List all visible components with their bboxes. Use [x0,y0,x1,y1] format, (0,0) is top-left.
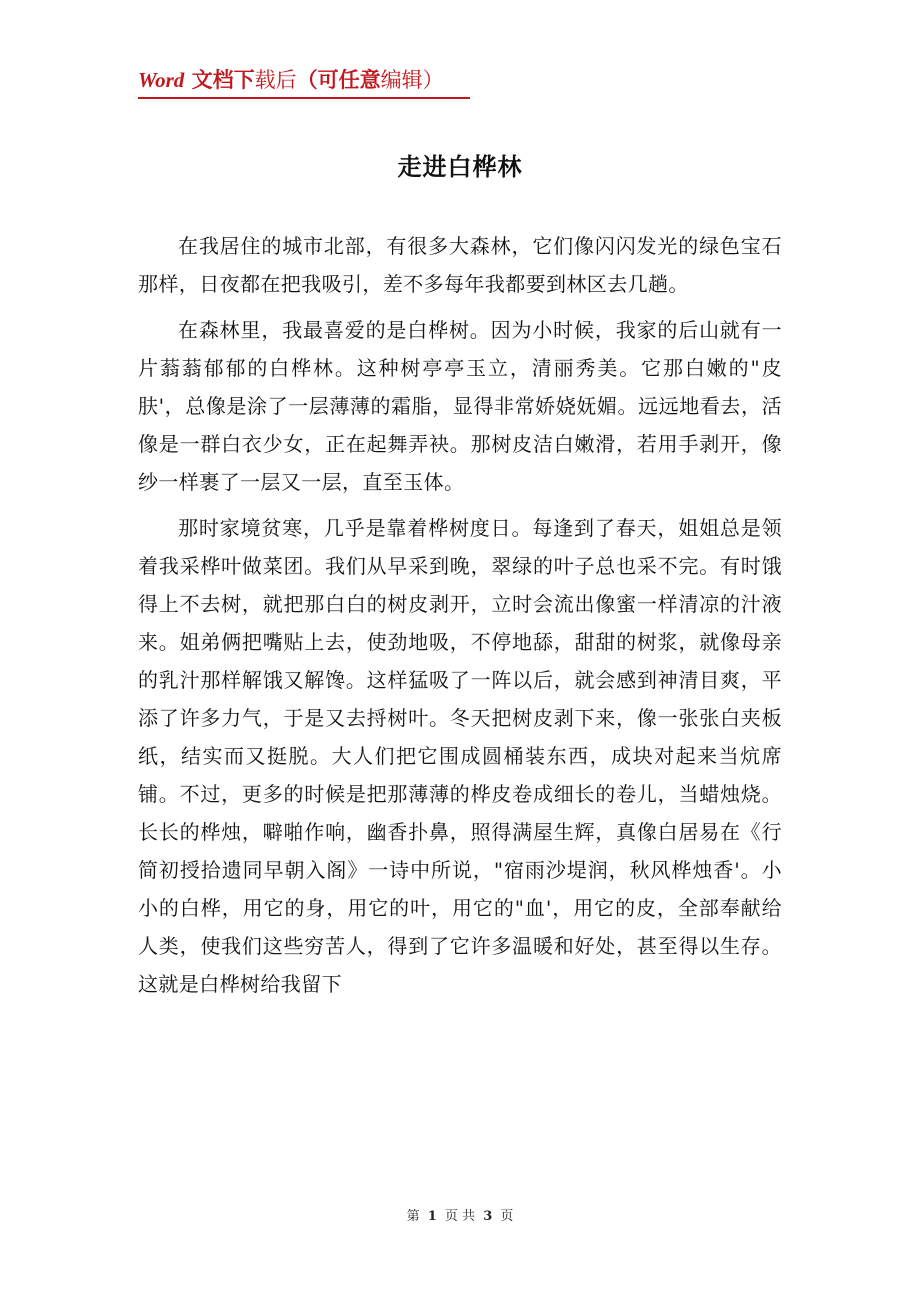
footer-mid: 页 共 [444,1209,476,1224]
download-banner [138,66,470,99]
banner-text-end: 编辑） [380,68,444,92]
article-body [138,227,782,1003]
banner-text-main: 文档下 [184,67,255,92]
page-footer [0,1208,920,1226]
paragraph: 在森林里，我最喜爱的是白桦树。因为小时候，我家的后山就有一片蓊蓊郁郁的白桦林。这种树亭亭玉立，清丽秀美。它那白嫩的"皮肤'，总像是涂了一层薄薄的霜脂，显得非常娇娆妩媚。远远地看去，活像是一群白衣少女，正在起舞弄袂。那树皮洁白嫩滑，若用手剥开，像纱一样裹了一层又一层，直至玉体。 [138,318,782,494]
page-number: 1 [427,1209,437,1224]
paragraph: 在我居住的城市北部，有很多大森林，它们像闪闪发光的绿色宝石那样，日夜都在把我吸引，差不多每年我都要到林区去几趟。 [138,234,782,296]
page-total: 3 [483,1209,493,1224]
banner-text-mid: 载后 [254,68,297,92]
document-title: 走进白桦林 [397,152,523,181]
footer-suffix: 页 [500,1209,514,1224]
banner-word: Word [138,68,185,92]
paragraph: 那时家境贫寒，几乎是靠着桦树度日。每逢到了春天，姐姐总是领着我采桦叶做菜团。我们从早采到晚，翠绿的叶子总也采不完。有时饿得上不去树，就把那白白的树皮剥开，立时会流出像蜜一样清凉的汁液来。姐弟俩把嘴贴上去，使劲地吸，不停地舔，甜甜的树浆，就像母亲的乳汁那样解饿又解馋。这样猛吸了一阵以后，就会感到神清目爽，平添了许多力气，于是又去捋树叶。冬天把树皮剥下来，像一张张白夹板纸，结实而又挺脱。大人们把它围成圆桶装东西，成块对起来当炕席铺。不过，更多的时候是把那薄薄的桦皮卷成细长的卷儿，当蜡烛烧。长长的桦烛，噼啪作响，幽香扑鼻，照得满屋生辉，真像白居易在《行简初授拾遗同早朝入阁》一诗中所说，"宿雨沙堤润，秋风桦烛香'。小小的白桦，用它的身，用它的叶，用它的"血'，用它的皮，全部奉献给人类，使我们这些穷苦人，得到了它许多温暖和好处，甚至得以生存。这就是白桦树给我留下 [138,516,782,996]
footer-prefix: 第 [406,1209,420,1224]
banner-text-bracket: （可任意 [296,67,381,92]
